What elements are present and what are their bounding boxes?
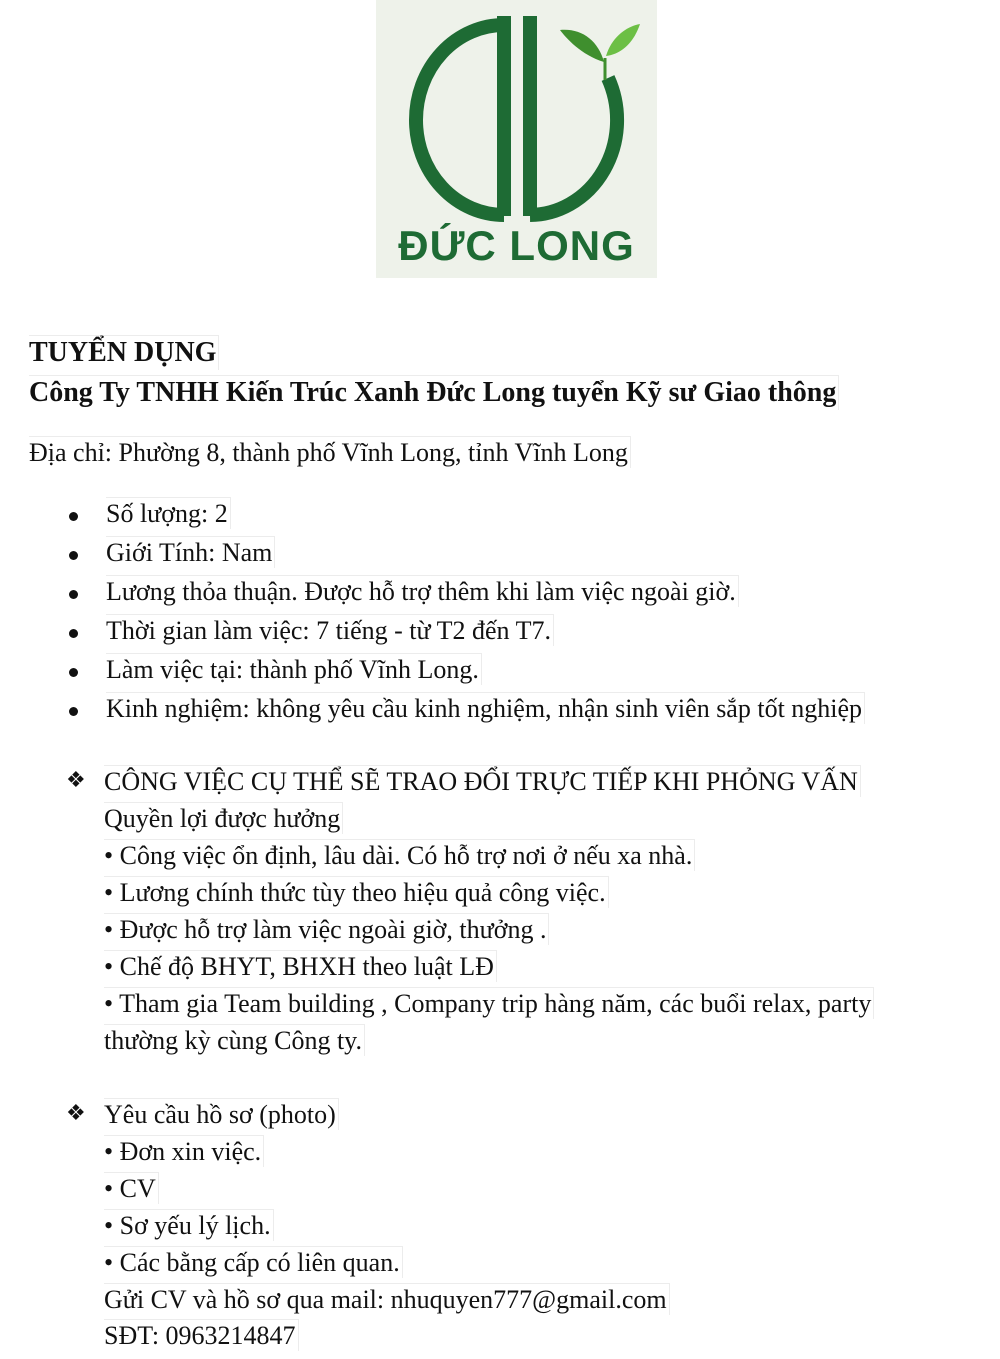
- benefit-item-continued: thường kỳ cùng Công ty.: [104, 1024, 365, 1056]
- doc-item: • Sơ yếu lý lịch.: [104, 1209, 274, 1241]
- detail-experience: Kinh nghiệm: không yêu cầu kinh nghiệm, nhận sinh viên sắp tốt nghiệp: [106, 692, 865, 724]
- benefit-item: • Tham gia Team building , Company trip hàng năm, các buổi relax, party: [104, 987, 874, 1019]
- bullet-dot-icon: [66, 547, 80, 561]
- doc-item: • Đơn xin việc.: [104, 1135, 264, 1167]
- detail-salary: Lương thỏa thuận. Được hỗ trợ thêm khi làm việc ngoài giờ.: [106, 575, 739, 607]
- page-title: TUYỂN DỤNG: [29, 335, 219, 370]
- contact-phone-line: SĐT: 0963214847: [104, 1319, 299, 1351]
- contact-email-line: Gửi CV và hồ sơ qua mail: nhuquyen777@gmail.com: [104, 1283, 670, 1315]
- bullet-dot-icon: [66, 703, 80, 717]
- bullet-dot-icon: [66, 625, 80, 639]
- diamond-bullet-icon: ❖: [66, 1101, 86, 1126]
- benefit-item: • Lương chính thức tùy theo hiệu quả công việc.: [104, 876, 609, 908]
- bullet-dot-icon: [66, 508, 80, 522]
- company-logo: [376, 0, 657, 278]
- benefit-item: • Công việc ổn định, lâu dài. Có hỗ trợ nơi ở nếu xa nhà.: [104, 839, 695, 871]
- address-line: Địa chỉ: Phường 8, thành phố Vĩnh Long, tỉnh Vĩnh Long: [29, 436, 631, 468]
- detail-hours: Thời gian làm việc: 7 tiếng - từ T2 đến T7.: [106, 614, 554, 646]
- bullet-dot-icon: [66, 586, 80, 600]
- detail-quantity: Số lượng: 2: [106, 497, 231, 529]
- diamond-bullet-icon: ❖: [66, 768, 86, 793]
- detail-location: Làm việc tại: thành phố Vĩnh Long.: [106, 653, 482, 685]
- job-title: Công Ty TNHH Kiến Trúc Xanh Đức Long tuyển Kỹ sư Giao thông: [29, 375, 839, 410]
- job-section-title: CÔNG VIỆC CỤ THỂ SẼ TRAO ĐỔI TRỰC TIẾP KHI PHỎNG VẤN: [104, 765, 861, 797]
- benefit-item: • Được hỗ trợ làm việc ngoài giờ, thưởng .: [104, 913, 549, 945]
- detail-gender: Giới Tính: Nam: [106, 536, 275, 568]
- logo-brand-text: ĐỨC LONG: [398, 222, 635, 269]
- bullet-dot-icon: [66, 664, 80, 678]
- benefit-item: • Chế độ BHYT, BHXH theo luật LĐ: [104, 950, 497, 982]
- benefits-title: Quyền lợi được hưởng: [104, 802, 343, 834]
- doc-item: • Các bằng cấp có liên quan.: [104, 1246, 403, 1278]
- docs-section-title: Yêu cầu hồ sơ (photo): [104, 1098, 339, 1130]
- doc-item: • CV: [104, 1172, 159, 1204]
